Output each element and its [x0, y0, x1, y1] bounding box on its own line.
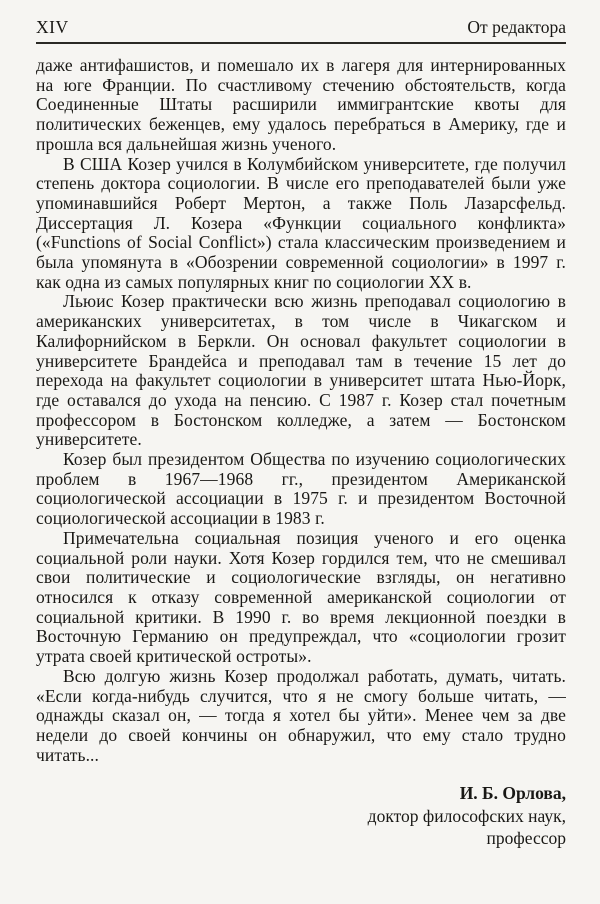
paragraph: В США Козер учился в Колумбийском университете, где получил степень доктора социологии. В числе его преподавателей были уже упоминавшийся Роберт Мертон, а также Поль Лазарсфельд. Диссертация Л. Козера «Функции социального конфликта» («Functions of Social Conflict») стала классическим произведением и была упомянута в «Обозрении современной социологии» в 1997 г. как одна из самых популярных книг по социологии XX в. [36, 153, 566, 292]
paragraph: Всю долгую жизнь Козер продолжал работать, думать, читать. «Если когда-нибудь случится, что я не смогу больше читать, — однажды сказал он, — тогда я хотел бы уйти». Менее чем за две недели до своей кончины он обнаружил, что ему стало трудно читать... [36, 665, 566, 765]
page-number: XIV [36, 17, 69, 37]
paragraph: Льюис Козер практически всю жизнь преподавал социологию в американских университетах, в том числе в Чикагском и Калифорнийском в Беркли. Он основал факультет социологии в университете Брандейса и преподавал там в течение 15 лет до перехода на факультет социологии в университет штата Нью-Йорк, где оставался до ухода на пенсию. С 1987 г. Козер стал почетным профессором в Бостонском колледже, а затем — Бостонском университете. [36, 291, 566, 450]
paragraph: Примечательна социальная позиция ученого и его оценка социальной роли науки. Хотя Козер гордился тем, что не смешивал свои политические и социологические взгляды, он негативно относился к отказу современной американской социологии от социальной критики. В 1990 г. во время лекционной поездки в Восточную Германию он предупреждал, что «социологии грозит утрата своей критической остроты». [36, 527, 566, 667]
page-body [36, 56, 566, 765]
running-title: От редактора [467, 17, 566, 37]
paragraph-continuation: даже антифашистов, и помешало их в лагеря для интернированных на юге Франции. По счастливому стечению обстоятельств, когда Соединенные Штаты расширили иммигрантские квоты для политических беженцев, ему удалось перебраться в Америку, где и прошла вся дальнейшая жизнь ученого. [36, 55, 566, 154]
signature-author-rank: профессор [486, 828, 566, 849]
running-head [36, 16, 566, 44]
signature-author-degree: доктор философских наук, [367, 805, 566, 826]
paragraph: Козер был президентом Общества по изучению социологических проблем в 1967—1968 гг., президентом Американской социологической ассоциации в 1975 г. и президентом Восточной социологической ассоциации в 1983 г. [36, 449, 566, 529]
signature-block [36, 782, 566, 850]
signature-author-name: И. Б. Орлова, [459, 783, 566, 804]
